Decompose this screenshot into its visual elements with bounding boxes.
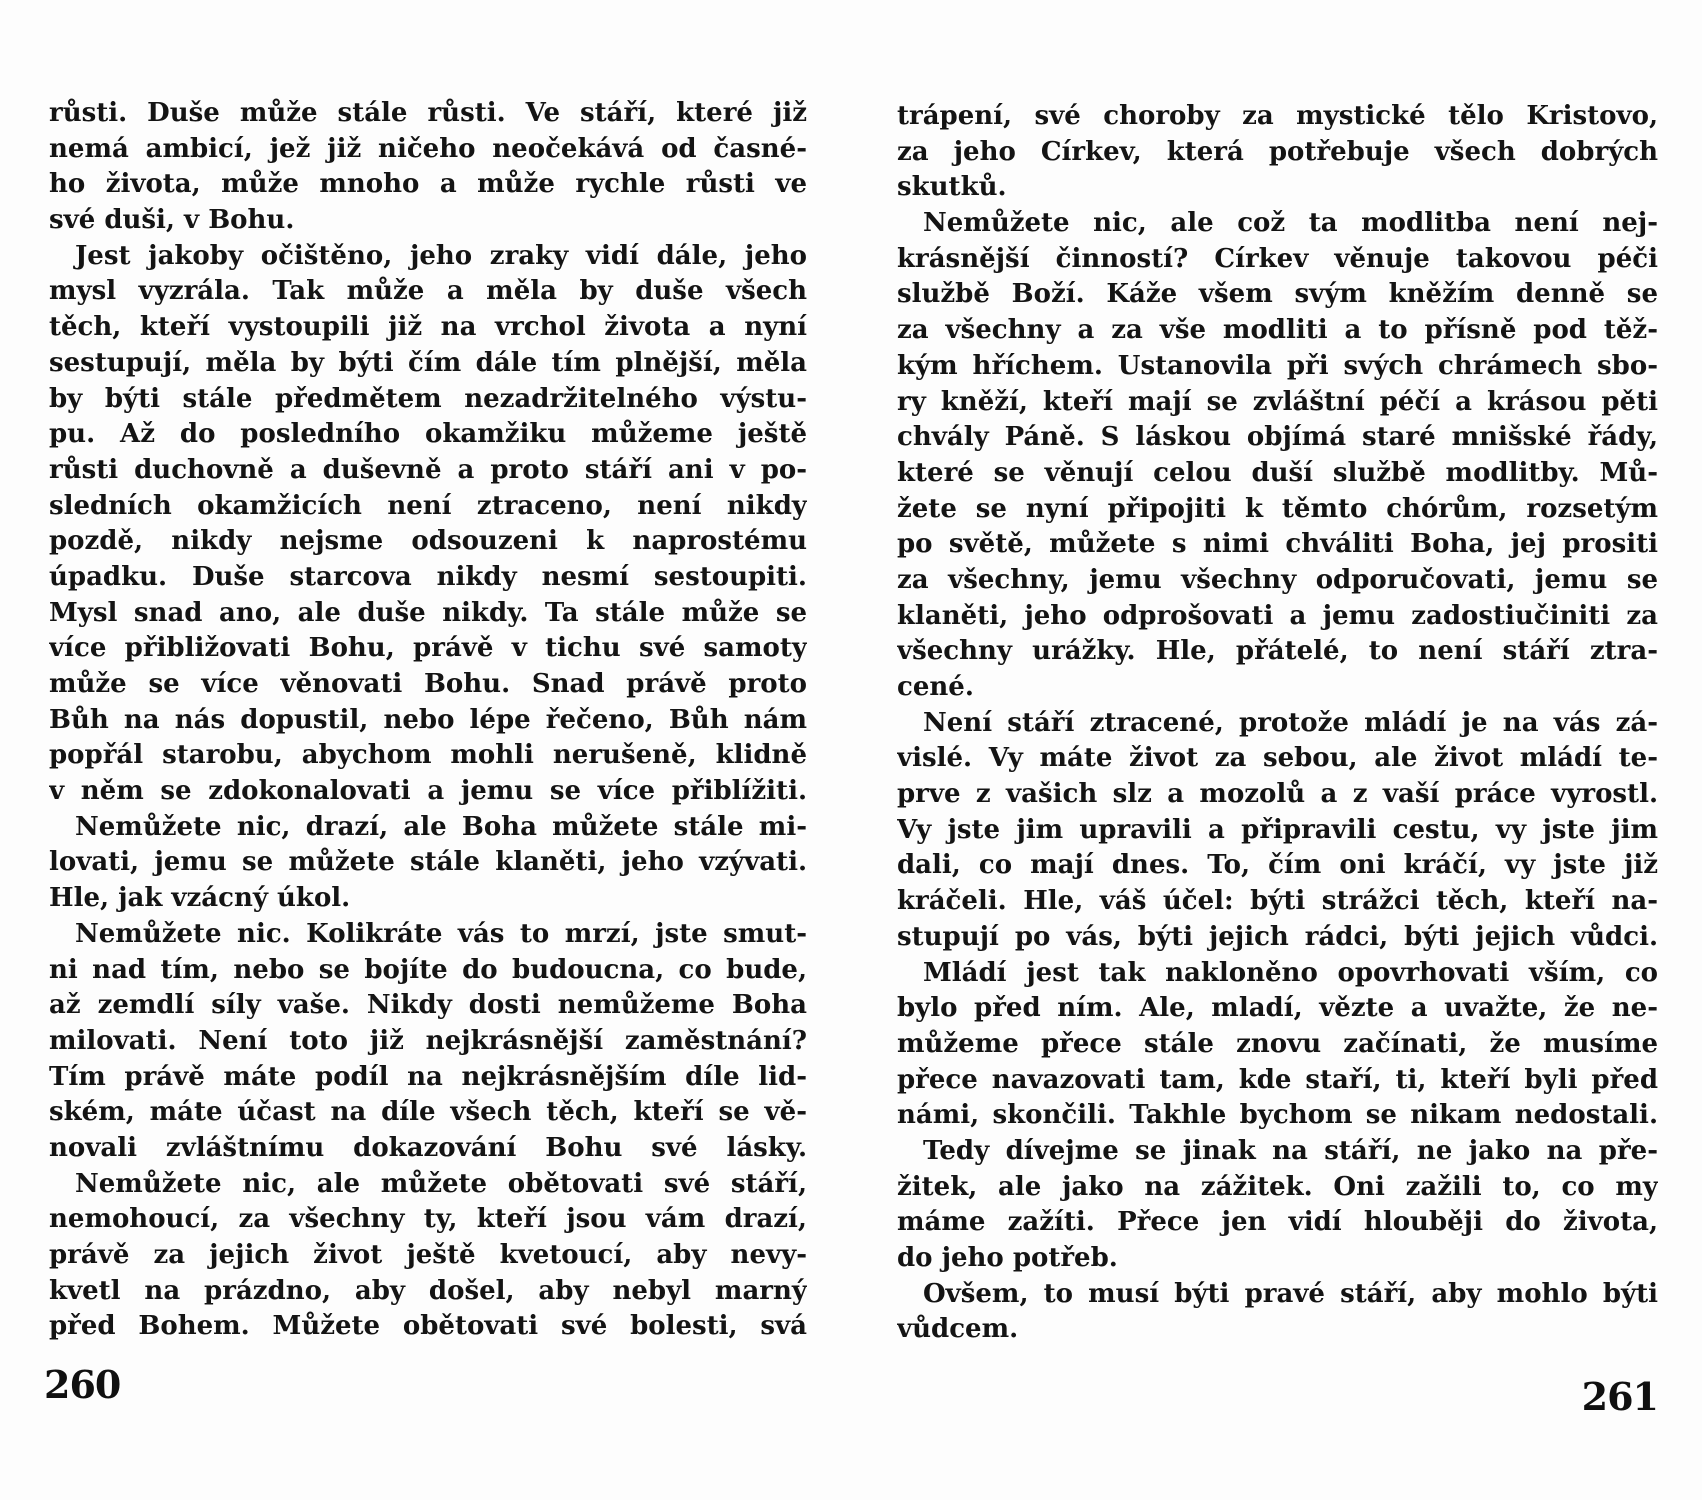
text-line: za jeho Církev, která potřebuje všech dobrých (897, 136, 1658, 167)
text-line: pu. Až do posledního okamžiku můžeme ještě (49, 419, 807, 450)
text-line: kvetl na prázdno, aby došel, aby nebyl marný (49, 1275, 807, 1306)
text-line: můžeme přece stále znovu začínati, že musíme (897, 1028, 1658, 1059)
text-line: Bůh na nás dopustil, nebo lépe řečeno, Bůh nám (49, 704, 807, 735)
text-line: do jeho potřeb. (897, 1243, 1118, 1273)
text-line: Vy jste jim upravili a připravili cestu, vy jste jim (897, 814, 1658, 845)
text-line: Jest jakoby očištěno, jeho zraky vidí dále, jeho (75, 240, 807, 271)
text-line: ho života, může mnoho a může rychle růsti ve (49, 169, 807, 200)
text-line: Nemůžete nic, ale což ta modlitba není nej- (923, 208, 1658, 239)
text-line: skutků. (897, 172, 1007, 203)
text-line: novali zvláštnímu dokazování Bohu své lásky. (49, 1132, 807, 1163)
text-line: Hle, jak vzácný úkol. (49, 883, 351, 914)
text-line: za všechny, jemu všechny odporučovati, jemu se (897, 564, 1658, 595)
text-line: Mládí jest tak nakloněno opovrhovati vším, co (923, 957, 1658, 988)
text-line: těch, kteří vystoupili již na vrchol života a nyní (49, 312, 807, 343)
text-line: úpadku. Duše starcova nikdy nesmí sestoupiti. (49, 561, 807, 592)
text-line: nemá ambicí, jež již ničeho neočekává od časné- (49, 133, 807, 164)
text-line: Tedy dívejme se jinak na stáří, ne jako na pře- (923, 1135, 1658, 1166)
text-line: lovati, jemu se můžete stále klaněti, jeho vzývati. (49, 847, 807, 878)
text-line: až zemdlí síly vaše. Nikdy dosti nemůžeme Boha (49, 990, 807, 1021)
text-line: které se věnují celou duší službě modlitby. Mů- (897, 457, 1658, 488)
text-line: službě Boží. Káže všem svým kněžím denně se (897, 279, 1658, 310)
text-line: Není stáří ztracené, protože mládí je na vás zá- (923, 707, 1658, 738)
text-line: kým hříchem. Ustanovila při svých chrámech sbo- (897, 350, 1658, 381)
text-line: máme zažíti. Přece jen vidí hlouběji do života, (897, 1207, 1658, 1238)
text-line: bylo před ním. Ale, mladí, vězte a uvažte, že ne- (897, 993, 1658, 1024)
text-line: milovati. Není toto již nejkrásnější zaměstnání? (49, 1025, 807, 1056)
text-line: růsti. Duše může stále růsti. Ve stáří, které již (49, 98, 807, 128)
text-line: Mysl snad ano, ale duše nikdy. Ta stále může se (49, 597, 807, 628)
text-line: vůdcem. (897, 1314, 1019, 1345)
text-line: žitek, ale jako na zážitek. Oni zažili to, co my (897, 1171, 1658, 1202)
text-line: ni nad tím, nebo se bojíte do budoucna, co bude, (49, 954, 807, 985)
text-line: prve z vašich slz a mozolů a z vaší práce vyrostl. (897, 779, 1658, 810)
text-line: pozdě, nikdy nejsme odsouzeni k naprostému (49, 526, 807, 557)
text-line: žete se nyní připojiti k těmto chórům, rozsetým (897, 493, 1658, 524)
text-line: více přibližovati Bohu, právě v tichu své samoty (49, 633, 807, 664)
text-line: Ovšem, to musí býti pravé stáří, aby mohlo býti (923, 1278, 1658, 1309)
text-line: v něm se zdokonalovati a jemu se více přiblížiti. (49, 776, 807, 807)
text-line: za všechny a za vše modliti a to přísně pod těž- (897, 315, 1658, 346)
text-line: přece navazovati tam, kde staří, ti, kteří byli před (897, 1064, 1658, 1095)
text-line: kráčeli. Hle, váš účel: býti strážci těch, kteří na- (897, 886, 1658, 917)
text-line: Nemůžete nic, drazí, ale Boha můžete stále mi- (75, 811, 807, 842)
text-line: stupují po vás, býti jejich rádci, býti jejich vůdci. (897, 921, 1658, 952)
text-line: Tím právě máte podíl na nejkrásnějším díle lid- (49, 1061, 807, 1092)
text-line: vislé. Vy máte život za sebou, ale život mládí te- (897, 743, 1658, 774)
text-line: sestupují, měla by býti čím dále tím plnější, měla (49, 347, 807, 378)
text-line: právě za jejich život ještě kvetoucí, aby nevy- (49, 1240, 807, 1270)
text-line: může se více věnovati Bohu. Snad právě proto (49, 669, 807, 699)
text-line: trápení, své choroby za mystické tělo Kristovo, (897, 101, 1658, 131)
page-left-text (49, 96, 807, 1345)
text-line: Nemůžete nic. Kolikráte vás to mrzí, jste smut- (75, 918, 807, 949)
text-line: chvály Páně. S láskou objímá staré mnišské řády, (897, 422, 1658, 453)
page-right-text (897, 99, 1658, 1348)
text-line: dali, co mají dnes. To, čím oni kráčí, vy jste již (897, 850, 1658, 881)
text-line: klaněti, jeho odprošovati a jemu zadostiučiniti za (897, 600, 1658, 631)
text-line: popřál starobu, abychom mohli nerušeně, klidně (49, 740, 807, 771)
text-line: ském, máte účast na díle všech těch, kteří se vě- (49, 1097, 807, 1128)
text-line: cené. (897, 672, 974, 702)
text-line: mysl vyzrála. Tak může a měla by duše všech (49, 276, 807, 307)
text-line: námi, skončili. Takhle bychom se nikam nedostali. (897, 1100, 1658, 1131)
text-line: Nemůžete nic, ale můžete obětovati své stáří, (75, 1168, 807, 1199)
text-line: po světě, můžete s nimi chváliti Boha, jej prositi (897, 529, 1658, 560)
page-number-right: 261 (1581, 1374, 1658, 1419)
page-number-left: 260 (44, 1362, 121, 1407)
text-line: krásnější činností? Církev věnuje takovou péči (897, 243, 1658, 274)
text-line: sledních okamžicích není ztraceno, není nikdy (49, 490, 807, 521)
text-line: by býti stále předmětem nezadržitelného výstu- (49, 383, 807, 414)
text-line: před Bohem. Můžete obětovati své bolesti, svá (49, 1311, 807, 1342)
text-line: své duši, v Bohu. (49, 205, 295, 236)
text-line: růsti duchovně a duševně a proto stáří ani v po- (49, 454, 807, 485)
text-line: všechny urážky. Hle, přátelé, to není stáří ztra- (897, 636, 1658, 667)
text-line: nemohoucí, za všechny ty, kteří jsou vám drazí, (49, 1204, 807, 1235)
text-line: ry kněží, kteří mají se zvláštní péčí a krásou pěti (897, 386, 1658, 417)
